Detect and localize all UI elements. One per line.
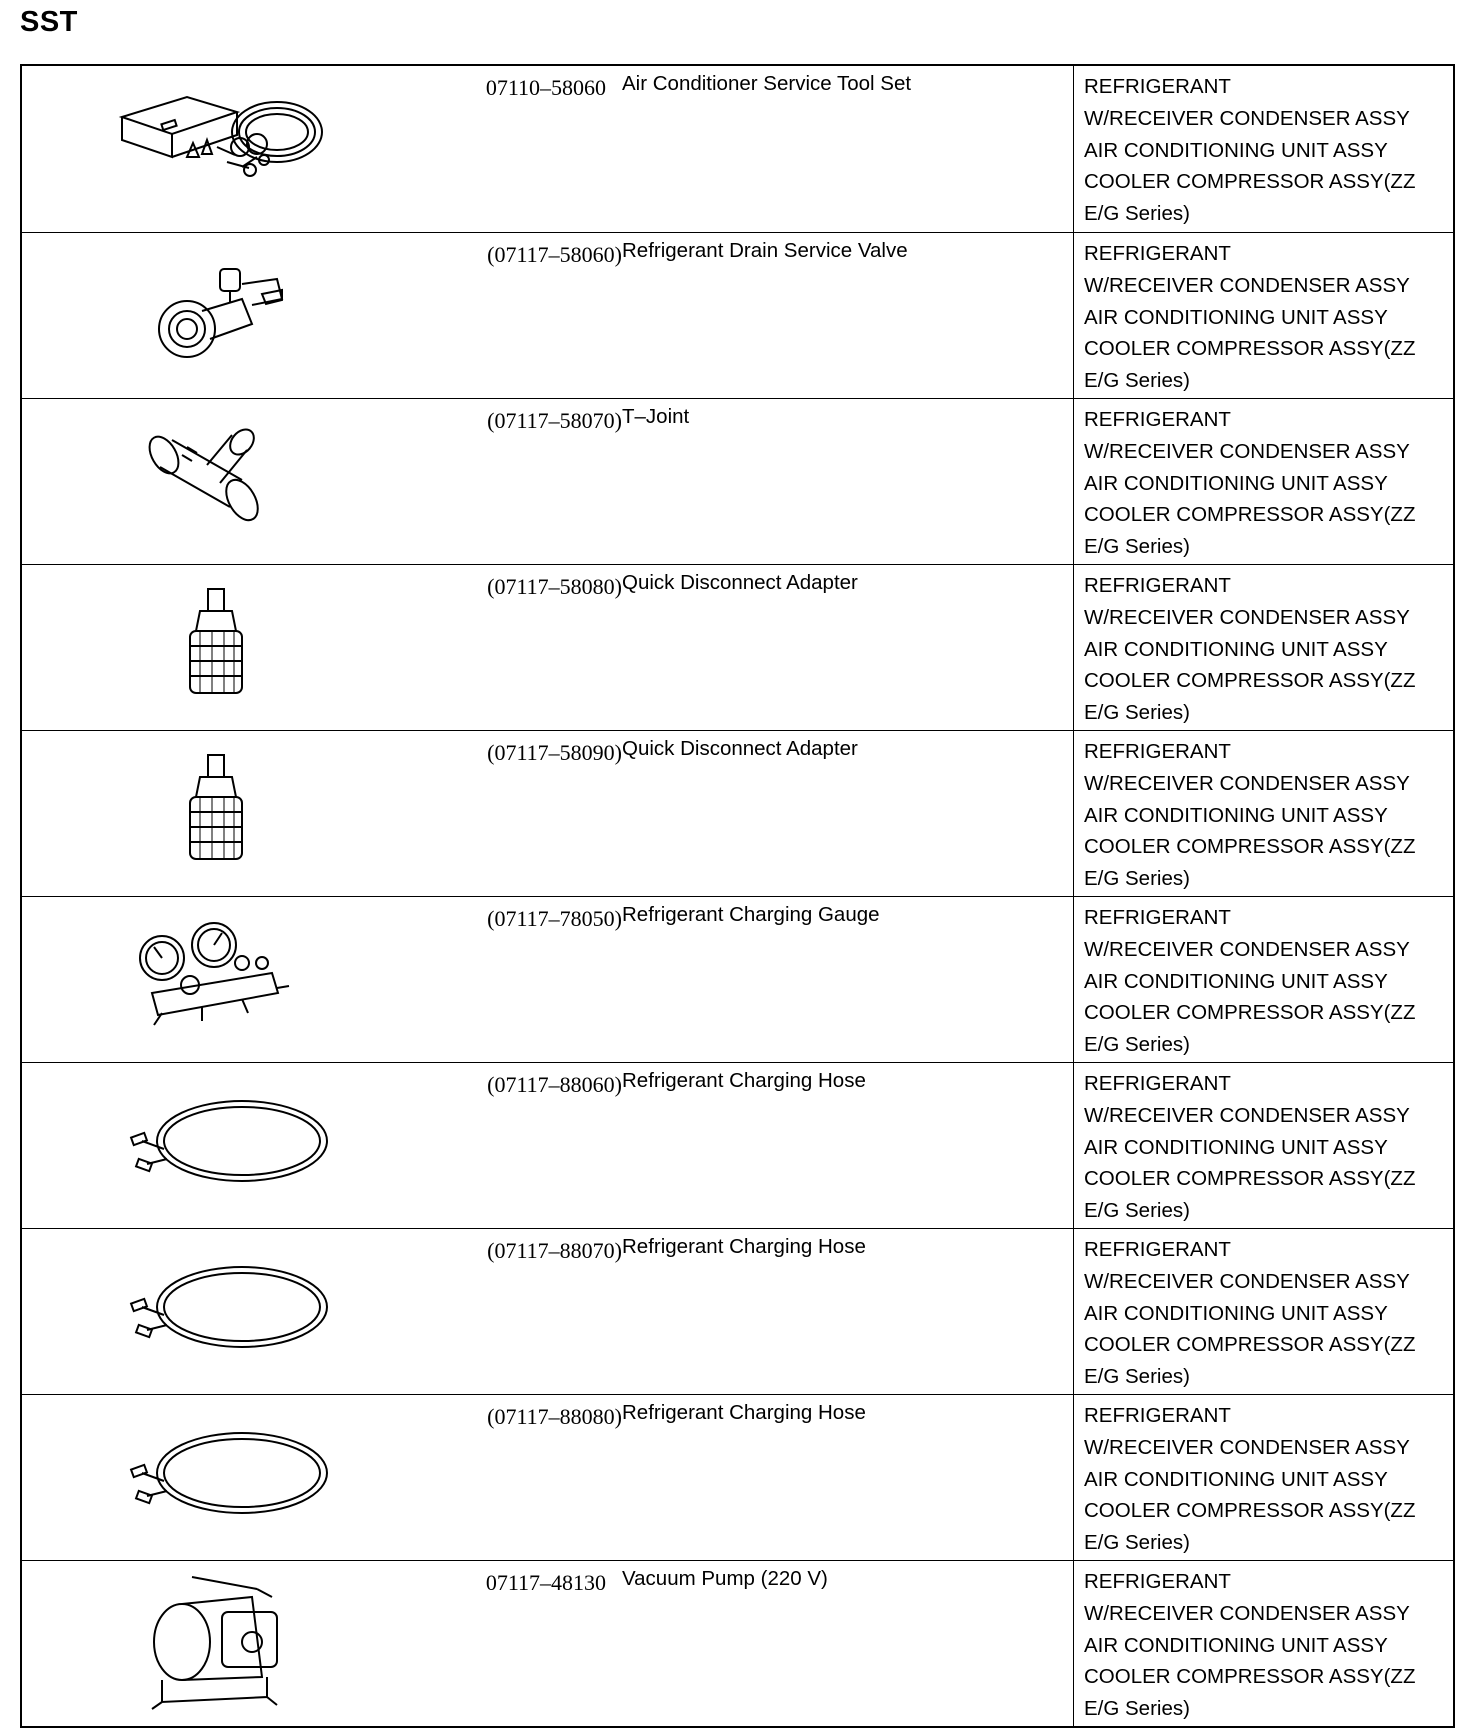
table-row [22,564,1453,730]
applicable-item: AIR CONDITIONING UNIT ASSY [1084,138,1388,162]
applicable-item: AIR CONDITIONING UNIT ASSY [1084,471,1388,495]
applicable-item: W/RECEIVER CONDENSER ASSY [1084,1435,1410,1459]
tool-name: Refrigerant Charging Hose [622,1401,866,1424]
tool-set-case-icon [92,72,392,222]
applicable-item: AIR CONDITIONING UNIT ASSY [1084,637,1388,661]
tool-name: Air Conditioner Service Tool Set [622,72,912,95]
applicable-item: W/RECEIVER CONDENSER ASSY [1084,771,1410,795]
applicable-item: AIR CONDITIONING UNIT ASSY [1084,1467,1388,1491]
applicable-item: REFRIGERANT [1084,1404,1231,1427]
applicable-item: REFRIGERANT [1084,242,1231,265]
tool-name: Quick Disconnect Adapter [622,737,858,760]
applicable-item: COOLER COMPRESSOR ASSY(ZZ [1084,337,1416,361]
applicable-items-cell [1073,233,1456,398]
applicable-item: E/G Series) [1084,535,1190,559]
applicable-item: COOLER COMPRESSOR ASSY(ZZ [1084,1333,1416,1357]
applicable-item: W/RECEIVER CONDENSER ASSY [1084,439,1410,463]
applicable-item: W/RECEIVER CONDENSER ASSY [1084,273,1410,297]
part-number: (07117–78050) [487,906,622,931]
applicable-items-cell [1073,1561,1456,1726]
applicable-item: REFRIGERANT [1084,1072,1231,1095]
applicable-items-cell [1073,897,1456,1062]
table-row [22,1228,1453,1394]
tool-name: Refrigerant Charging Hose [622,1069,866,1092]
applicable-items-cell [1073,66,1456,232]
part-number: (07117–58090) [487,740,622,765]
applicable-item: REFRIGERANT [1084,1238,1231,1261]
applicable-item: COOLER COMPRESSOR ASSY(ZZ [1084,669,1416,693]
table-row [22,896,1453,1062]
applicable-item: E/G Series) [1084,1365,1190,1389]
applicable-item: REFRIGERANT [1084,906,1231,929]
tool-name: Quick Disconnect Adapter [622,571,858,594]
hose-icon [92,1069,392,1219]
applicable-item: E/G Series) [1084,1531,1190,1555]
applicable-items-cell [1073,1395,1456,1560]
adapter-icon [92,737,392,887]
applicable-item: COOLER COMPRESSOR ASSY(ZZ [1084,835,1416,859]
applicable-item: E/G Series) [1084,1033,1190,1057]
part-number: (07117–88060) [487,1072,622,1097]
part-number: (07117–58080) [487,574,622,599]
applicable-items-cell [1073,731,1456,896]
applicable-item: E/G Series) [1084,867,1190,891]
tool-name: T–Joint [622,405,690,428]
tool-name: Vacuum Pump (220 V) [622,1567,828,1590]
tool-name: Refrigerant Charging Gauge [622,903,880,926]
part-number: 07110–58060 [485,75,606,100]
applicable-item: W/RECEIVER CONDENSER ASSY [1084,1601,1410,1625]
applicable-item: COOLER COMPRESSOR ASSY(ZZ [1084,503,1416,527]
applicable-item: AIR CONDITIONING UNIT ASSY [1084,1135,1388,1159]
table-row [22,398,1453,564]
page-title: SST [20,6,78,38]
applicable-item: COOLER COMPRESSOR ASSY(ZZ [1084,1167,1416,1191]
table-row [22,66,1453,232]
applicable-item: AIR CONDITIONING UNIT ASSY [1084,803,1388,827]
tool-name: Refrigerant Drain Service Valve [622,239,908,262]
applicable-item: W/RECEIVER CONDENSER ASSY [1084,1103,1410,1127]
part-number: (07117–88080) [487,1404,622,1429]
hose-icon [92,1235,392,1385]
applicable-item: COOLER COMPRESSOR ASSY(ZZ [1084,1665,1416,1689]
gauge-manifold-icon [92,903,392,1053]
tool-name: Refrigerant Charging Hose [622,1235,866,1258]
applicable-item: E/G Series) [1084,1697,1190,1721]
applicable-item: AIR CONDITIONING UNIT ASSY [1084,305,1388,329]
applicable-item: E/G Series) [1084,701,1190,725]
adapter-icon [92,571,392,721]
applicable-item: AIR CONDITIONING UNIT ASSY [1084,1301,1388,1325]
applicable-item: AIR CONDITIONING UNIT ASSY [1084,969,1388,993]
hose-icon [92,1401,392,1551]
applicable-item: REFRIGERANT [1084,574,1231,597]
table-row [22,1062,1453,1228]
table-row [22,1560,1453,1726]
table-row [22,730,1453,896]
applicable-item: E/G Series) [1084,1199,1190,1223]
applicable-item: W/RECEIVER CONDENSER ASSY [1084,1269,1410,1293]
applicable-item: COOLER COMPRESSOR ASSY(ZZ [1084,170,1416,194]
t-joint-icon [92,405,392,555]
table-row [22,1394,1453,1560]
part-number: (07117–58060) [487,242,622,267]
applicable-item: REFRIGERANT [1084,75,1231,98]
applicable-item: AIR CONDITIONING UNIT ASSY [1084,1633,1388,1657]
part-number: 07117–48130 [485,1570,606,1595]
vacuum-pump-icon [92,1567,392,1717]
applicable-items-cell [1073,1229,1456,1394]
applicable-item: W/RECEIVER CONDENSER ASSY [1084,605,1410,629]
applicable-item: E/G Series) [1084,369,1190,393]
applicable-items-cell [1073,1063,1456,1228]
sst-table [20,64,1455,1728]
applicable-item: REFRIGERANT [1084,740,1231,763]
applicable-item: E/G Series) [1084,202,1190,226]
applicable-items-cell [1073,399,1456,564]
applicable-item: COOLER COMPRESSOR ASSY(ZZ [1084,1499,1416,1523]
drain-valve-icon [92,239,392,389]
part-number: (07117–88070) [487,1238,622,1263]
applicable-item: W/RECEIVER CONDENSER ASSY [1084,937,1410,961]
applicable-item: REFRIGERANT [1084,408,1231,431]
applicable-item: W/RECEIVER CONDENSER ASSY [1084,106,1410,130]
applicable-item: REFRIGERANT [1084,1570,1231,1593]
table-row [22,232,1453,398]
part-number: (07117–58070) [487,408,622,433]
applicable-item: COOLER COMPRESSOR ASSY(ZZ [1084,1001,1416,1025]
applicable-items-cell [1073,565,1456,730]
